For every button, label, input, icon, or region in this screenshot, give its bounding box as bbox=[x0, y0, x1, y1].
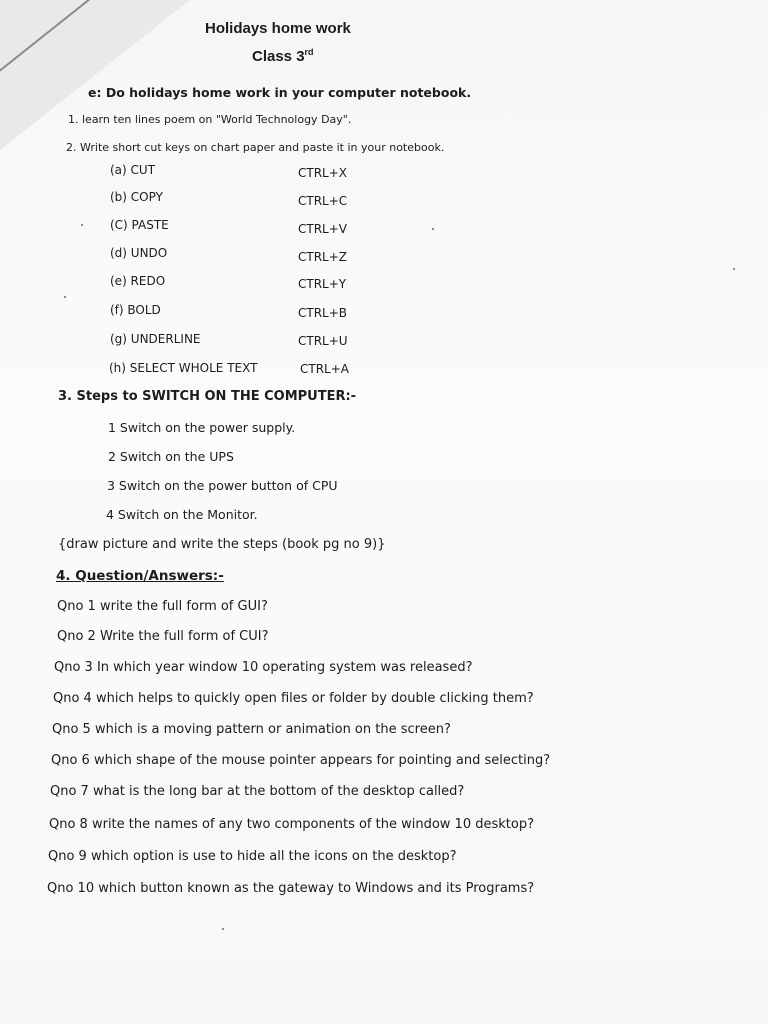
step-item: 1 Switch on the power supply. bbox=[108, 420, 296, 435]
task-item-2: 2. Write short cut keys on chart paper and paste it in your notebook. bbox=[66, 141, 445, 154]
question-item: Qno 5 which is a moving pattern or animation on the screen? bbox=[52, 722, 451, 737]
question-item: Qno 4 which helps to quickly open files or folder by double clicking them? bbox=[53, 691, 534, 706]
step-item: 2 Switch on the UPS bbox=[108, 449, 234, 464]
shortcut-keys: CTRL+C bbox=[298, 194, 348, 208]
step-item: 4 Switch on the Monitor. bbox=[106, 507, 258, 522]
question-item: Qno 3 In which year window 10 operating system was released? bbox=[54, 660, 473, 675]
question-item: Qno 8 write the names of any two components of the window 10 desktop? bbox=[49, 817, 534, 832]
class-heading bbox=[252, 49, 314, 65]
shortcut-label: (b) COPY bbox=[110, 190, 163, 204]
instruction-note: e: Do holidays home work in your computer notebook. bbox=[88, 85, 472, 100]
shortcut-keys: CTRL+B bbox=[298, 306, 348, 320]
shortcut-label: (f) BOLD bbox=[110, 303, 161, 317]
shortcut-label: (d) UNDO bbox=[110, 246, 168, 260]
step-item: 3 Switch on the power button of CPU bbox=[107, 478, 338, 493]
shortcut-keys: CTRL+Y bbox=[298, 277, 347, 291]
shortcut-keys: CTRL+V bbox=[298, 222, 347, 236]
question-item: Qno 6 which shape of the mouse pointer appears for pointing and selecting? bbox=[51, 753, 551, 768]
section-3-note: {draw picture and write the steps (book pg no 9)} bbox=[58, 537, 386, 552]
shortcut-keys: CTRL+A bbox=[300, 362, 349, 376]
shortcut-label: (h) SELECT WHOLE TEXT bbox=[109, 361, 258, 375]
paper-speck bbox=[81, 224, 83, 226]
shortcut-keys: CTRL+U bbox=[298, 334, 348, 348]
shortcut-label: (C) PASTE bbox=[110, 218, 169, 232]
shortcut-label: (a) CUT bbox=[110, 163, 156, 177]
task-item-1: 1. learn ten lines poem on "World Technology Day". bbox=[68, 113, 352, 126]
shortcut-keys: CTRL+Z bbox=[298, 250, 348, 264]
question-item: Qno 10 which button known as the gateway to Windows and its Programs? bbox=[47, 881, 535, 896]
paper-speck bbox=[432, 228, 434, 230]
shortcut-label: (e) REDO bbox=[110, 274, 166, 288]
class-label: Class 3 bbox=[252, 48, 305, 65]
question-item: Qno 2 Write the full form of CUI? bbox=[57, 629, 269, 644]
question-item: Qno 9 which option is use to hide all the icons on the desktop? bbox=[48, 849, 457, 864]
paper-speck bbox=[64, 296, 66, 298]
question-item: Qno 1 write the full form of GUI? bbox=[57, 599, 268, 614]
section-3-heading: 3. Steps to SWITCH ON THE COMPUTER:- bbox=[58, 389, 357, 404]
question-item: Qno 7 what is the long bar at the bottom of the desktop called? bbox=[50, 784, 465, 799]
paper-speck bbox=[733, 268, 735, 270]
class-suffix: rd bbox=[304, 47, 314, 57]
paper-speck bbox=[222, 928, 224, 930]
section-4-heading: 4. Question/Answers:- bbox=[56, 568, 224, 584]
page-title: Holidays home work bbox=[205, 20, 351, 37]
shortcut-keys: CTRL+X bbox=[298, 166, 348, 180]
shortcut-label: (g) UNDERLINE bbox=[110, 332, 201, 346]
